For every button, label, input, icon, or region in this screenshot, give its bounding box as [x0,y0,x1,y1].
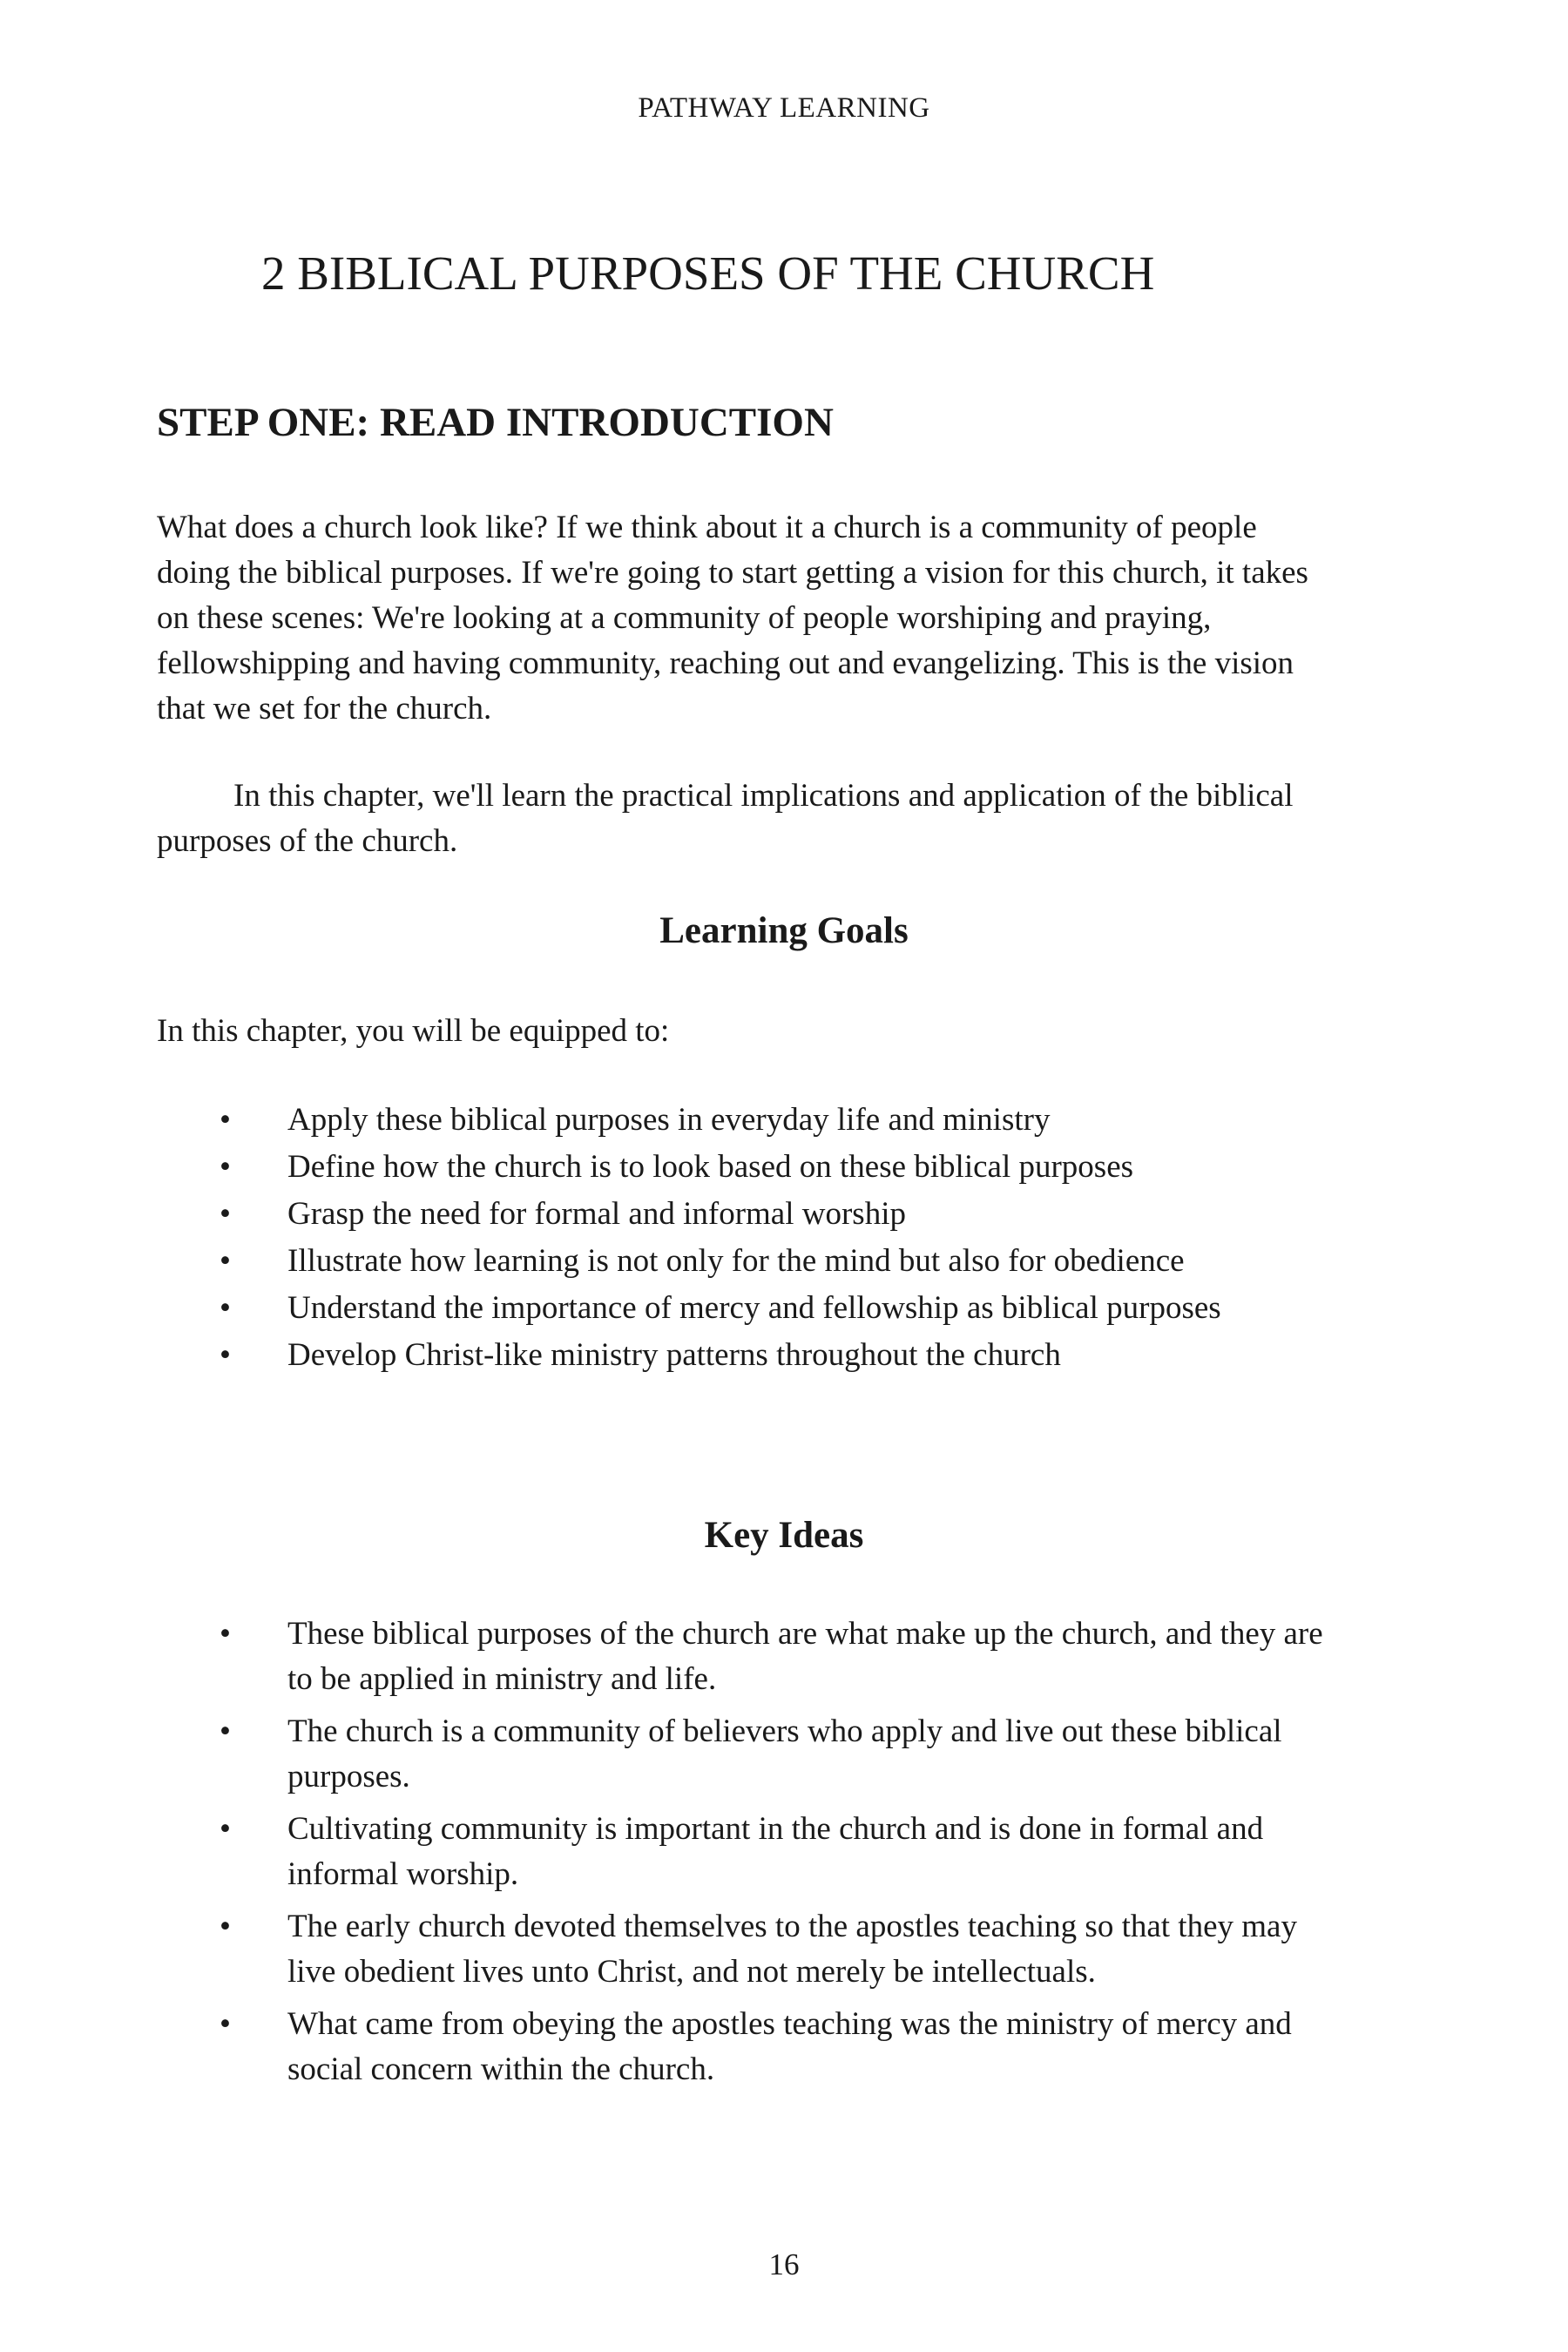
list-item [157,1904,1342,1995]
bullet-icon: • [220,1337,231,1373]
list-item-text: Develop Christ-like ministry patterns throughout the church [287,1337,1061,1373]
running-head: PATHWAY LEARNING [638,92,930,124]
list-item [157,1192,1342,1237]
list-item-text: Grasp the need for formal and informal worship [287,1196,906,1232]
list-item [157,1333,1342,1378]
key-ideas-list [157,1612,1342,2099]
list-item-text: Define how the church is to look based on these biblical purposes [287,1149,1134,1185]
list-item [157,1612,1342,1702]
bullet-icon: • [220,1811,231,1847]
bullet-icon: • [220,1616,231,1652]
intro-paragraph-2: In this chapter, we'll learn the practical implications and application of the biblical purposes of the church. [157,778,1294,859]
list-item [157,1286,1342,1331]
list-item-text: Cultivating community is important in the church and is done in formal and informal worship. [287,1811,1264,1892]
key-ideas-heading: Key Ideas [704,1515,864,1556]
bullet-icon: • [220,1290,231,1326]
list-item [157,1239,1342,1284]
list-item [157,2002,1342,2092]
learning-goals-heading: Learning Goals [659,910,909,951]
list-item-text: What came from obeying the apostles teaching was the ministry of mercy and social concern within the church. [287,2006,1292,2087]
bullet-icon: • [220,2006,231,2042]
bullet-icon: • [220,1196,231,1232]
bullet-icon: • [220,1713,231,1749]
bullet-icon: • [220,1243,231,1279]
chapter-title: 2 BIBLICAL PURPOSES OF THE CHURCH [261,247,1155,300]
bullet-icon: • [220,1909,231,1944]
list-item-text: The church is a community of believers who apply and live out these biblical purposes. [287,1713,1282,1794]
list-item-text: Understand the importance of mercy and fellowship as biblical purposes [287,1290,1221,1326]
step-heading: STEP ONE: READ INTRODUCTION [157,400,834,445]
list-item [157,1145,1342,1190]
bullet-icon: • [220,1149,231,1185]
page-number: 16 [768,2247,800,2281]
list-item [157,1709,1342,1800]
list-item-text: Illustrate how learning is not only for the mind but also for obedience [287,1243,1185,1279]
list-item-text: Apply these biblical purposes in everyday life and ministry [287,1102,1051,1138]
learning-goals-intro: In this chapter, you will be equipped to: [157,1013,670,1049]
bullet-icon: • [220,1102,231,1138]
list-item-text: The early church devoted themselves to the apostles teaching so that they may live obedient lives unto Christ, and not merely be intellectuals. [287,1909,1297,1990]
intro-paragraph-1: What does a church look like? If we think about it a church is a community of people doing the biblical purposes. If we're going to start getting a vision for this church, it takes on these scenes: We're looking at a community of people worshiping and praying, fellowshipping and having community, reaching out and evangelizing. This is the vision that we set for the church. [157,510,1308,727]
list-item [157,1098,1342,1143]
list-item-text: These biblical purposes of the church are what make up the church, and they are to be applied in ministry and life. [287,1616,1323,1697]
learning-goals-list [157,1098,1342,1380]
list-item [157,1807,1342,1897]
